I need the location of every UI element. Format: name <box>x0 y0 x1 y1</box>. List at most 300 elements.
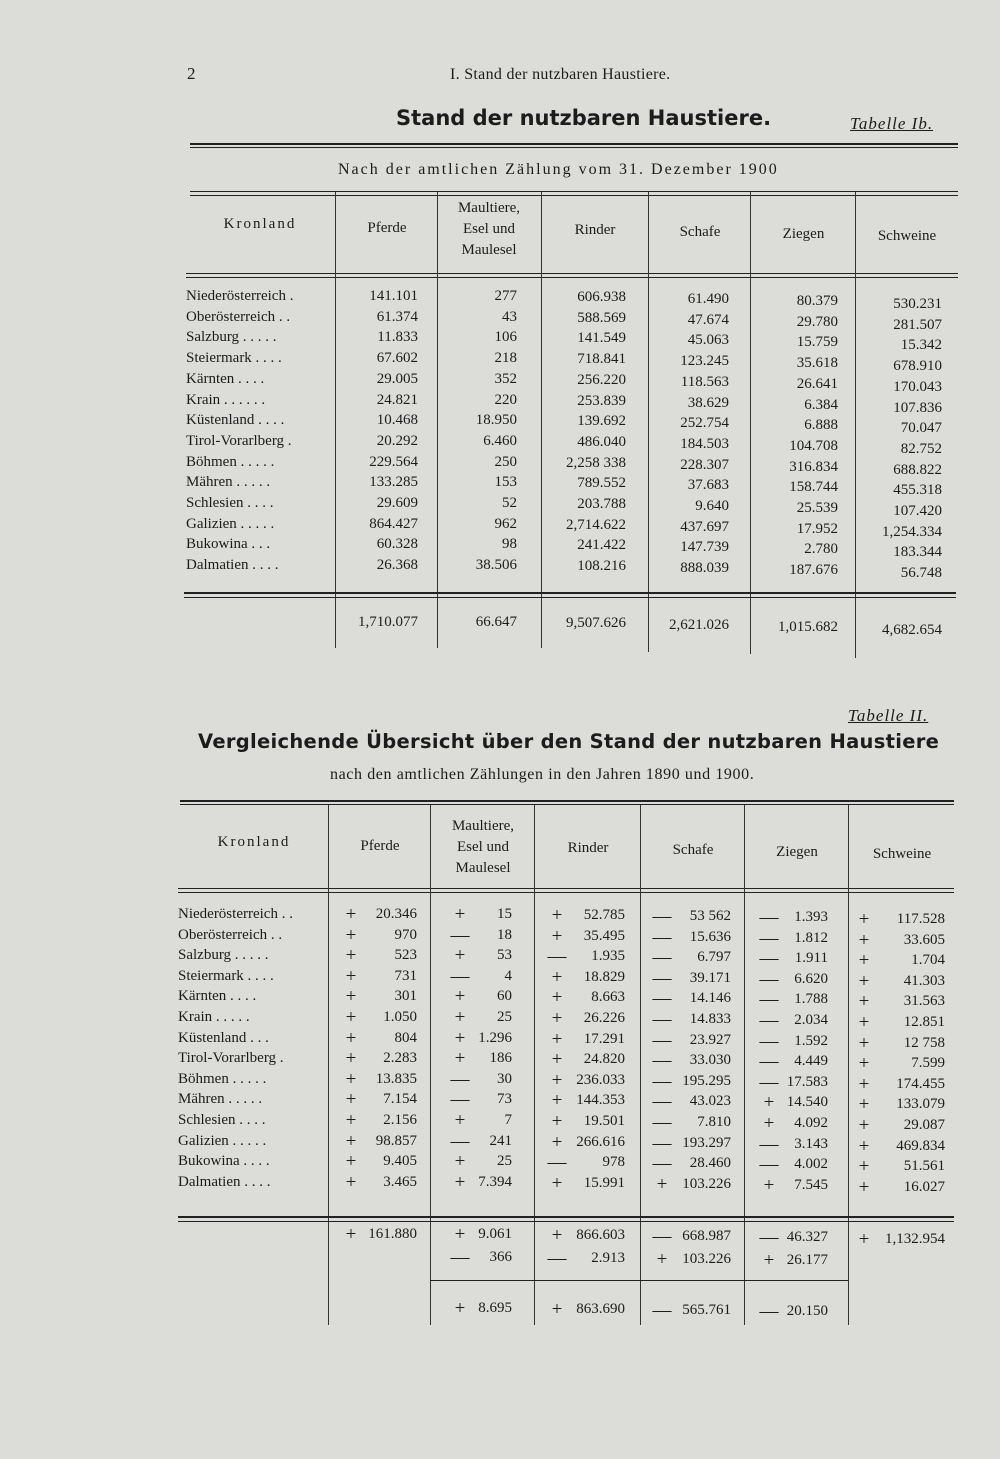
table2-value-cell: 31.563 <box>903 993 945 1010</box>
table2-value-cell: 12.851 <box>903 1014 945 1030</box>
table2-value-cell: 33.605 <box>903 931 945 948</box>
table-row <box>186 472 956 499</box>
table2-value-cell: 1.788 <box>794 991 828 1008</box>
table2-crownland-name: Mähren . . . . . <box>178 1091 263 1108</box>
table1-value-cell: 52 <box>502 495 517 511</box>
table1-value-cell: 962 <box>494 515 517 532</box>
table1-crownland-name: Oberösterreich . . <box>186 308 291 325</box>
table1-value-cell: 2,258 338 <box>566 454 626 471</box>
table2-header-kronland: Kronland <box>217 834 291 850</box>
table1-value-cell: 187.676 <box>789 562 838 579</box>
plus-sign: + <box>858 1135 870 1157</box>
table2-value-cell: 39.171 <box>689 969 731 986</box>
table-row <box>186 514 956 540</box>
table1-value-cell: 61.490 <box>687 291 729 307</box>
table2-value-cell: 60 <box>497 988 512 1005</box>
table1-crownland-name: Schlesien . . . . <box>186 495 274 511</box>
table2-value-cell: 1.911 <box>794 950 828 967</box>
minus-sign: — <box>759 1154 779 1176</box>
plus-sign: + <box>763 1113 775 1134</box>
table-row <box>178 945 954 972</box>
minus-sign: — <box>547 946 567 968</box>
plus-sign: + <box>345 1068 357 1090</box>
table1-value-cell: 108.216 <box>577 558 626 575</box>
table1-value-cell: 29.780 <box>796 313 838 330</box>
plus-sign: + <box>551 905 563 926</box>
table2-sum-cell: 565.761 <box>682 1302 731 1318</box>
minus-sign: — <box>652 1070 672 1092</box>
table1-crownland-name: Küstenland . . . . <box>186 412 285 429</box>
table1-value-cell: 37.683 <box>687 477 729 494</box>
table-row <box>178 904 954 930</box>
table2-crownland-name: Galizien . . . . . <box>178 1132 267 1149</box>
table2-value-cell: 4 <box>504 967 512 984</box>
table2-value-cell: 1.050 <box>383 1009 417 1025</box>
table1-value-cell: 170.043 <box>893 378 942 395</box>
table2-crownland-name: Küstenland . . . <box>178 1029 269 1046</box>
table1-value-cell: 107.420 <box>893 503 942 519</box>
table1-value-cell: 486.040 <box>577 433 626 450</box>
plus-sign: + <box>551 1172 563 1194</box>
table1-crownland-name: Salzburg . . . . . <box>186 329 277 346</box>
plus-sign: + <box>858 1115 870 1136</box>
table2-value-cell: 98.857 <box>375 1132 417 1149</box>
table2-value-cell: 4.092 <box>794 1115 828 1131</box>
minus-sign: — <box>450 924 470 946</box>
table2-value-cell: 1.704 <box>911 952 945 969</box>
plus-sign: + <box>551 1225 563 1246</box>
table2-header-esel: Esel und <box>456 839 510 855</box>
table2-header-schafe: Schafe <box>672 842 714 858</box>
table1-value-cell: 281.507 <box>893 316 942 333</box>
table1-value-cell: 864.427 <box>369 515 418 532</box>
table2-value-cell: 24.820 <box>583 1051 625 1068</box>
table2-value-cell: 978 <box>602 1154 625 1171</box>
table1-header-top-rule <box>190 191 958 192</box>
table1-value-cell: 6.888 <box>804 417 838 434</box>
table1-value-cell: 141.101 <box>369 288 418 304</box>
table2-value-cell: 6.620 <box>794 970 828 987</box>
plus-sign: + <box>858 1073 870 1095</box>
table2-value-cell: 2.283 <box>383 1050 417 1067</box>
plus-sign: + <box>551 966 563 988</box>
table2-value-cell: 35.495 <box>583 927 625 944</box>
table2-value-cell: 469.834 <box>896 1137 945 1154</box>
table2-value-cell: 26.226 <box>583 1010 625 1026</box>
table2-sum-cell: 103.226 <box>682 1251 731 1267</box>
table2-top-rule-thin <box>180 804 954 805</box>
minus-sign: — <box>450 1247 470 1268</box>
plus-sign: + <box>551 1028 563 1050</box>
table1-header-schafe: Schafe <box>679 224 721 240</box>
plus-sign: + <box>345 945 357 967</box>
table-row <box>186 431 956 457</box>
plus-sign: + <box>551 925 563 947</box>
table1-value-cell: 253.839 <box>577 392 626 409</box>
table2-title: Vergleichende Übersicht über den Stand der nutzbaren Haustiere <box>198 730 940 753</box>
table2-sum-line1-row <box>178 1224 954 1250</box>
table1-value-cell: 10.468 <box>376 412 418 429</box>
table1-total-cell: 4,682.654 <box>882 622 942 638</box>
table1-value-cell: 118.563 <box>680 373 729 390</box>
table2-sum-cell: 863.690 <box>576 1301 625 1317</box>
table2-crownland-name: Kärnten . . . . <box>178 988 257 1005</box>
table-row <box>178 1130 954 1157</box>
plus-sign: + <box>345 1171 357 1193</box>
table1-value-cell: 228.307 <box>680 456 729 473</box>
table2-crownland-name: Krain . . . . . <box>178 1009 250 1025</box>
table-row <box>178 924 954 951</box>
plus-sign: + <box>858 1012 870 1033</box>
minus-sign: — <box>652 988 672 1010</box>
table2-net-row <box>178 1298 954 1322</box>
table-row <box>186 348 956 375</box>
table2-value-cell: 103.226 <box>682 1175 731 1192</box>
plus-sign: + <box>858 950 870 972</box>
table-row <box>178 1171 954 1198</box>
table1-value-cell: 107.836 <box>893 399 942 416</box>
table1-value-cell: 70.047 <box>900 420 942 437</box>
plus-sign: + <box>551 1111 563 1132</box>
table2-value-cell: 73 <box>497 1091 512 1108</box>
table2-crownland-name: Schlesien . . . . <box>178 1112 266 1128</box>
table2-value-cell: 1.296 <box>478 1029 512 1046</box>
plus-sign: + <box>763 1092 775 1114</box>
plus-sign: + <box>345 904 357 925</box>
table2-sum-cell: 1,132.954 <box>885 1231 945 1247</box>
table2-value-cell: 1.393 <box>794 909 828 925</box>
table1-total-cell: 2,621.026 <box>669 617 729 633</box>
table2-value-cell: 28.460 <box>689 1155 731 1172</box>
table1-value-cell: 888.039 <box>680 560 729 577</box>
table1-crownland-name: Galizien . . . . . <box>186 515 275 532</box>
table1-crownland-name: Mähren . . . . . <box>186 474 271 491</box>
plus-sign: + <box>345 1151 357 1173</box>
plus-sign: + <box>345 924 357 946</box>
plus-sign: + <box>858 1053 870 1075</box>
table2-value-cell: 133.079 <box>896 1096 945 1113</box>
table1-value-cell: 606.938 <box>577 289 626 305</box>
table1-value-cell: 437.697 <box>680 518 729 535</box>
table2-value-cell: 7.810 <box>697 1114 731 1130</box>
table1-header-esel: Esel und <box>462 221 516 237</box>
minus-sign: — <box>652 1300 672 1321</box>
table2-value-cell: 41.303 <box>903 972 945 989</box>
table2-sum-cell: 668.987 <box>682 1228 731 1244</box>
table2-value-cell: 7.545 <box>794 1176 828 1193</box>
table2-crownland-name: Niederösterreich . . <box>178 906 293 922</box>
table1-crownland-name: Bukowina . . . <box>186 536 271 553</box>
table-row <box>186 286 956 312</box>
table2-crownland-name: Salzburg . . . . . <box>178 947 269 964</box>
table1-value-cell: 38.629 <box>687 394 729 411</box>
table-row <box>178 986 954 1013</box>
table1-value-cell: 158.744 <box>789 479 838 496</box>
table1-value-cell: 141.549 <box>577 330 626 347</box>
table2-value-cell: 17.291 <box>583 1030 625 1047</box>
plus-sign: + <box>454 1224 466 1245</box>
table1-crownland-name: Böhmen . . . . . <box>186 453 275 470</box>
table2-sum-cell: 8.695 <box>478 1300 512 1316</box>
table1-value-cell: 98 <box>502 536 517 553</box>
table1-label: Tabelle Ib. <box>850 114 934 133</box>
table2-header-bottom-rule2 <box>178 892 954 893</box>
plus-sign: + <box>454 986 466 1008</box>
table2-sum-rule <box>178 1216 954 1218</box>
table1-total-cell: 1,015.682 <box>778 619 838 635</box>
table1-header-schweine: Schweine <box>877 228 937 244</box>
table2-header-rinder: Rinder <box>567 840 609 856</box>
table-row <box>186 390 956 416</box>
table2-value-cell: 266.616 <box>576 1133 625 1150</box>
table2-value-cell: 18 <box>497 926 512 943</box>
minus-sign: — <box>450 1068 470 1090</box>
table-row <box>186 452 956 478</box>
plus-sign: + <box>763 1250 775 1271</box>
table2-value-cell: 15 <box>497 906 512 922</box>
minus-sign: — <box>759 1227 779 1248</box>
table1-value-cell: 15.342 <box>900 337 942 354</box>
plus-sign: + <box>858 1176 870 1198</box>
minus-sign: — <box>652 1050 672 1072</box>
plus-sign: + <box>454 1110 466 1131</box>
table1-value-cell: 25.539 <box>796 500 838 516</box>
table1-title: Stand der nutzbaren Haustiere. <box>396 106 772 130</box>
table1-value-cell: 2.780 <box>804 541 838 558</box>
plus-sign: + <box>454 904 466 925</box>
table2-sum-line2-row <box>178 1247 954 1271</box>
table2-value-cell: 144.353 <box>576 1092 625 1109</box>
table1-value-cell: 229.564 <box>369 453 418 470</box>
table2-value-cell: 19.501 <box>583 1113 625 1129</box>
table2-value-cell: 43.023 <box>689 1093 731 1110</box>
table2-value-cell: 15.636 <box>689 928 731 945</box>
table2-crownland-name: Oberösterreich . . <box>178 926 283 943</box>
table1-value-cell: 718.841 <box>577 351 626 368</box>
table2-label: Tabelle II. <box>848 706 929 725</box>
plus-sign: + <box>656 1173 668 1195</box>
table2-value-cell: 16.027 <box>903 1178 945 1195</box>
table1-value-cell: 133.285 <box>369 474 418 491</box>
table1-total-rule <box>184 592 956 594</box>
table1-value-cell: 9.640 <box>695 498 729 514</box>
table1-value-cell: 252.754 <box>680 415 729 432</box>
table1-value-cell: 20.292 <box>376 432 418 449</box>
table2-header-ziegen: Ziegen <box>776 844 818 860</box>
table1-value-cell: 24.821 <box>376 391 418 408</box>
table-row <box>186 493 956 519</box>
table1-total-rule2 <box>184 597 956 598</box>
table2-value-cell: 7.599 <box>911 1055 945 1072</box>
table2-value-cell: 7.394 <box>478 1173 512 1190</box>
table1-top-rule <box>190 143 958 145</box>
table2-value-cell: 117.528 <box>896 911 945 927</box>
plus-sign: + <box>858 970 870 992</box>
minus-sign: — <box>759 1301 779 1322</box>
table1-value-cell: 184.503 <box>680 435 729 452</box>
table1-value-cell: 61.374 <box>376 308 418 325</box>
plus-sign: + <box>345 1027 357 1049</box>
table1-total-cell: 66.647 <box>475 614 517 630</box>
plus-sign: + <box>345 1007 357 1028</box>
table2-sum-cell: 866.603 <box>576 1227 625 1243</box>
plus-sign: + <box>656 1249 668 1270</box>
table1-value-cell: 45.063 <box>687 332 729 349</box>
table2-value-cell: 301 <box>394 988 417 1005</box>
minus-sign: — <box>652 1153 672 1175</box>
table1-value-cell: 1,254.334 <box>882 523 942 540</box>
table2-value-cell: 23.927 <box>689 1031 731 1048</box>
page-number: 2 <box>187 64 196 83</box>
table1-value-cell: 29.005 <box>376 370 418 387</box>
plus-sign: + <box>858 1032 870 1054</box>
table2-value-cell: 53 562 <box>689 908 731 924</box>
table1-crownland-name: Niederösterreich . <box>186 288 294 304</box>
table1-value-cell: 153 <box>494 474 517 491</box>
table2-value-cell: 18.829 <box>583 968 625 985</box>
minus-sign: — <box>652 1112 672 1133</box>
table2-value-cell: 4.002 <box>794 1156 828 1173</box>
table1-value-cell: 67.602 <box>376 350 418 367</box>
table2-header-maultiere: Maultiere, <box>451 818 515 834</box>
table2-top-rule <box>180 800 954 802</box>
plus-sign: + <box>551 1049 563 1071</box>
table1-value-cell: 250 <box>494 453 517 470</box>
table2-sum-cell: 161.880 <box>368 1226 417 1242</box>
table2-net-rule <box>430 1280 848 1281</box>
table2-value-cell: 9.405 <box>383 1153 417 1170</box>
minus-sign: — <box>759 948 779 970</box>
table2-sum-cell: 46.327 <box>786 1229 828 1245</box>
plus-sign: + <box>454 1171 466 1193</box>
table1-value-cell: 38.506 <box>475 557 517 574</box>
plus-sign: + <box>858 1094 870 1116</box>
table1-value-cell: 220 <box>494 391 517 408</box>
table-row <box>178 1007 954 1033</box>
table2-value-cell: 13.835 <box>375 1070 417 1087</box>
minus-sign: — <box>759 907 779 928</box>
minus-sign: — <box>652 967 672 989</box>
table2-value-cell: 3.143 <box>794 1135 828 1152</box>
table2-value-cell: 186 <box>489 1050 512 1067</box>
table-row <box>186 369 956 395</box>
table2-value-cell: 14.833 <box>689 1011 731 1027</box>
table1-value-cell: 588.569 <box>577 309 626 326</box>
plus-sign: + <box>345 1130 357 1152</box>
table1-value-cell: 11.833 <box>377 329 418 346</box>
table2-crownland-name: Dalmatien . . . . <box>178 1173 271 1190</box>
table1-crownland-name: Krain . . . . . . <box>186 391 266 408</box>
table1-crownland-name: Tirol-Vorarlberg . <box>186 432 292 449</box>
minus-sign: — <box>652 1009 672 1030</box>
table1-value-cell: 60.328 <box>376 536 418 553</box>
plus-sign: + <box>763 1174 775 1196</box>
minus-sign: — <box>759 968 779 990</box>
table1-value-cell: 241.422 <box>577 537 626 554</box>
table1-value-cell: 678.910 <box>893 358 942 375</box>
table2-sum-cell: 2.913 <box>591 1250 625 1266</box>
table1-header-pferde: Pferde <box>367 220 407 236</box>
plus-sign: + <box>454 1027 466 1049</box>
table2-value-cell: 731 <box>394 967 417 984</box>
table1-value-cell: 104.708 <box>789 437 838 454</box>
table2-value-cell: 52.785 <box>583 907 625 923</box>
table-row <box>178 1089 954 1116</box>
table-row <box>186 307 956 333</box>
minus-sign: — <box>759 989 779 1011</box>
table2-value-cell: 241 <box>489 1132 512 1149</box>
table1-value-cell: 80.379 <box>796 293 838 309</box>
table-row <box>178 1068 954 1095</box>
plus-sign: + <box>454 1151 466 1173</box>
table1-header-maultiere: Maultiere, <box>457 200 521 216</box>
table-row <box>186 534 956 561</box>
table1-value-cell: 316.834 <box>789 458 838 475</box>
table1-value-cell: 6.384 <box>804 396 838 413</box>
table-row <box>178 965 954 992</box>
minus-sign: — <box>759 1133 779 1155</box>
table1-value-cell: 530.231 <box>893 296 942 312</box>
plus-sign: + <box>345 1110 357 1131</box>
plus-sign: + <box>454 1048 466 1070</box>
table1-subtitle: Nach der amtlichen Zählung vom 31. Dezember 1900 <box>338 161 779 178</box>
table-row <box>186 410 956 437</box>
plus-sign: + <box>858 1229 870 1250</box>
minus-sign: — <box>652 1029 672 1051</box>
table1-value-cell: 147.739 <box>680 539 729 556</box>
minus-sign: — <box>759 1071 779 1093</box>
table2-value-cell: 20.346 <box>375 906 417 922</box>
table2-value-cell: 3.465 <box>383 1173 417 1190</box>
table1-header-top-rule2 <box>190 195 958 196</box>
table2-header-maulesel: Maulesel <box>455 860 511 876</box>
table2-value-cell: 12 758 <box>903 1034 945 1051</box>
table1-value-cell: 352 <box>494 370 517 387</box>
table1-value-cell: 218 <box>494 350 517 367</box>
plus-sign: + <box>858 909 870 930</box>
table2-value-cell: 7 <box>504 1112 512 1128</box>
minus-sign: — <box>652 947 672 969</box>
plus-sign: + <box>858 991 870 1013</box>
table2-value-cell: 804 <box>394 1029 417 1046</box>
table-row <box>178 1048 954 1075</box>
minus-sign: — <box>759 927 779 949</box>
table2-value-cell: 970 <box>394 926 417 943</box>
table2-header-bottom-rule <box>178 888 954 889</box>
table2-value-cell: 25 <box>497 1153 512 1170</box>
table1-value-cell: 106 <box>494 329 517 346</box>
table1-total-cell: 9,507.626 <box>566 615 626 631</box>
minus-sign: — <box>652 906 672 927</box>
table1-value-cell: 789.552 <box>577 475 626 492</box>
table1-value-cell: 6.460 <box>483 432 517 449</box>
table1-header-maulesel: Maulesel <box>461 242 517 258</box>
table1-value-cell: 26.641 <box>796 375 838 392</box>
table2-value-cell: 33.030 <box>689 1052 731 1069</box>
table1-value-cell: 688.822 <box>893 461 942 478</box>
table2-crownland-name: Tirol-Vorarlberg . <box>178 1050 284 1067</box>
plus-sign: + <box>345 1089 357 1111</box>
plus-sign: + <box>858 929 870 951</box>
table-row <box>178 1027 954 1054</box>
table1-value-cell: 256.220 <box>577 371 626 388</box>
table1-value-cell: 35.618 <box>796 355 838 372</box>
table-row <box>186 555 956 582</box>
table2-sum-cell: 26.177 <box>786 1252 828 1268</box>
table2-crownland-name: Böhmen . . . . . <box>178 1070 267 1087</box>
table2-subtitle: nach den amtlichen Zählungen in den Jahren 1890 und 1900. <box>330 766 755 783</box>
plus-sign: + <box>551 1008 563 1029</box>
